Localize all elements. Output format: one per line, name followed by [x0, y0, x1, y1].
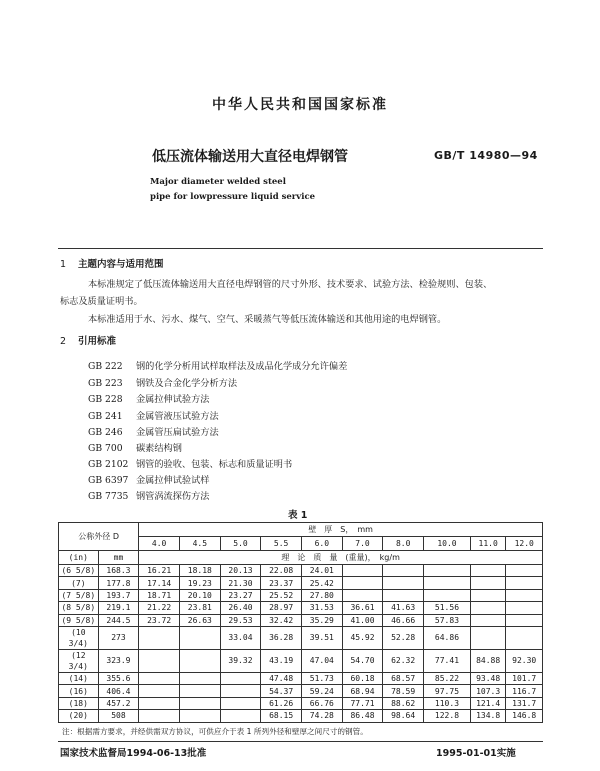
weight-cell: 54.70 — [342, 649, 383, 672]
inch-size-cell: (8 5/8) — [59, 602, 99, 614]
reference-code: GB 241 — [88, 411, 123, 422]
inch-size-cell: (16) — [59, 685, 99, 697]
mm-size-cell: 355.6 — [98, 672, 139, 684]
reference-item — [88, 391, 210, 405]
weight-cell: 46.66 — [383, 614, 424, 626]
weight-cell — [383, 589, 424, 601]
weight-cell: 39.51 — [301, 626, 342, 649]
inch-size-cell: (20) — [59, 710, 99, 722]
reference-code: GB 6397 — [88, 475, 129, 486]
section-1-paragraph-1: 本标准规定了低压流体输送用大直径电焊钢管的尺寸外形、技术要求、试验方法、检验规则、包装、 — [88, 279, 493, 290]
weight-cell: 36.61 — [342, 602, 383, 614]
weight-cell: 78.59 — [383, 685, 424, 697]
reference-code: GB 700 — [88, 443, 123, 454]
weight-cell: 17.14 — [139, 577, 180, 589]
weight-cell: 23.27 — [220, 589, 261, 601]
weight-cell: 146.8 — [506, 710, 543, 722]
weight-cell: 27.80 — [301, 589, 342, 601]
weight-cell: 86.48 — [342, 710, 383, 722]
weight-cell — [506, 589, 543, 601]
reference-item — [88, 375, 237, 389]
mm-size-cell: 323.9 — [98, 649, 139, 672]
weight-cell: 110.3 — [424, 697, 471, 709]
table-row — [59, 710, 543, 722]
weight-cell — [424, 565, 471, 577]
section-2-heading — [60, 333, 116, 347]
weight-cell: 77.41 — [424, 649, 471, 672]
weight-cell: 20.10 — [179, 589, 220, 601]
weight-cell: 31.53 — [301, 602, 342, 614]
reference-text: 碳素结构钢 — [136, 443, 182, 454]
weight-cell — [179, 685, 220, 697]
weight-cell: 88.62 — [383, 697, 424, 709]
weight-cell — [424, 589, 471, 601]
reference-text: 钢管的验收、包装、标志和质量证明书 — [136, 459, 293, 470]
reference-text: 钢铁及合金化学分析方法 — [136, 378, 238, 389]
weight-cell: 28.97 — [261, 602, 302, 614]
inch-size-cell: (7 5/8) — [59, 589, 99, 601]
weight-cell — [179, 697, 220, 709]
table-row — [59, 685, 543, 697]
weight-cell: 20.13 — [220, 565, 261, 577]
weight-cell: 21.22 — [139, 602, 180, 614]
reference-item — [88, 424, 219, 438]
reference-code: GB 2102 — [88, 459, 129, 470]
weight-cell: 68.94 — [342, 685, 383, 697]
section-2-title: 引用标准 — [78, 336, 117, 347]
weight-cell: 45.92 — [342, 626, 383, 649]
table-row — [59, 577, 543, 589]
weight-cell — [506, 602, 543, 614]
weight-cell: 85.22 — [424, 672, 471, 684]
reference-code: GB 223 — [88, 378, 123, 389]
weight-cell: 60.18 — [342, 672, 383, 684]
weight-cell: 43.19 — [261, 649, 302, 672]
weight-cell: 35.29 — [301, 614, 342, 626]
weight-cell: 116.7 — [506, 685, 543, 697]
mm-size-cell: 457.2 — [98, 697, 139, 709]
weight-cell — [383, 577, 424, 589]
weight-cell — [220, 685, 261, 697]
weight-cell — [139, 697, 180, 709]
table-row — [59, 626, 543, 649]
header-outer-diameter: 公称外径 D — [59, 523, 139, 551]
weight-cell: 26.63 — [179, 614, 220, 626]
weight-cell: 121.4 — [470, 697, 505, 709]
reference-code: GB 246 — [88, 427, 123, 438]
reference-item — [88, 488, 210, 502]
reference-text: 钢管涡流探伤方法 — [136, 491, 210, 502]
weight-cell — [470, 614, 505, 626]
weight-cell: 97.75 — [424, 685, 471, 697]
weight-cell: 74.28 — [301, 710, 342, 722]
header-mm: mm — [98, 551, 139, 565]
thickness-cell: 10.0 — [424, 537, 471, 551]
mm-size-cell: 168.3 — [98, 565, 139, 577]
weight-cell: 66.76 — [301, 697, 342, 709]
reference-item — [88, 358, 347, 372]
inch-size-cell: (7) — [59, 577, 99, 589]
mm-size-cell: 273 — [98, 626, 139, 649]
weight-cell: 64.86 — [424, 626, 471, 649]
weight-cell: 93.48 — [470, 672, 505, 684]
table-row — [59, 649, 543, 672]
effective-date: 1995-01-01实施 — [436, 748, 516, 759]
header-rule — [58, 248, 543, 249]
weight-cell: 18.71 — [139, 589, 180, 601]
weight-cell — [179, 672, 220, 684]
footer-rule — [58, 741, 543, 742]
weight-cell — [506, 614, 543, 626]
weight-cell: 36.28 — [261, 626, 302, 649]
reference-text: 金属拉伸试验试样 — [136, 475, 210, 486]
weight-cell — [506, 565, 543, 577]
weight-cell: 23.72 — [139, 614, 180, 626]
weight-cell: 62.32 — [383, 649, 424, 672]
reference-code: GB 7735 — [88, 491, 129, 502]
weight-cell: 22.08 — [261, 565, 302, 577]
weight-cell: 25.42 — [301, 577, 342, 589]
reference-item — [88, 472, 210, 486]
weight-cell — [342, 589, 383, 601]
section-2-number: 2 — [60, 336, 67, 347]
inch-size-cell: (14) — [59, 672, 99, 684]
reference-code: GB 228 — [88, 394, 123, 405]
section-1-heading — [60, 256, 164, 270]
weight-cell: 51.73 — [301, 672, 342, 684]
weight-cell: 16.21 — [139, 565, 180, 577]
unit-header-row — [59, 551, 543, 565]
reference-text: 金属拉伸试验方法 — [136, 394, 210, 405]
weight-cell: 41.00 — [342, 614, 383, 626]
weight-cell — [506, 626, 543, 649]
mm-size-cell: 406.4 — [98, 685, 139, 697]
weight-cell: 68.57 — [383, 672, 424, 684]
inch-size-cell: (6 5/8) — [59, 565, 99, 577]
mm-size-cell: 177.8 — [98, 577, 139, 589]
weight-cell: 29.53 — [220, 614, 261, 626]
inch-size-cell: (10 3/4) — [59, 626, 99, 649]
weight-cell — [139, 710, 180, 722]
title-en-line-1: Major diameter welded steel — [150, 177, 286, 187]
weight-cell: 47.04 — [301, 649, 342, 672]
section-1-title: 主题内容与适用范围 — [78, 259, 164, 270]
header-theoretical-weight: 理 论 质 量 (重量)， kg/m — [139, 551, 543, 565]
standard-number: GB/T 14980—94 — [434, 149, 538, 162]
section-1-paragraph-2: 本标准适用于水、污水、煤气、空气、采暖蒸气等低压流体输送和其他用途的电焊钢管。 — [88, 314, 447, 325]
inch-size-cell: (12 3/4) — [59, 649, 99, 672]
weight-cell — [470, 626, 505, 649]
table-row — [59, 565, 543, 577]
document-title-cn: 低压流体输送用大直径电焊钢管 — [152, 149, 348, 165]
weight-cell: 131.7 — [506, 697, 543, 709]
reference-code: GB 222 — [88, 361, 123, 372]
weight-cell — [383, 565, 424, 577]
reference-text: 钢的化学分析用试样取样法及成品化学成分允许偏差 — [136, 361, 348, 372]
thickness-cell: 5.0 — [220, 537, 261, 551]
weight-cell — [179, 626, 220, 649]
weight-cell: 23.81 — [179, 602, 220, 614]
weight-cell: 23.37 — [261, 577, 302, 589]
weight-cell — [139, 626, 180, 649]
weight-cell: 32.42 — [261, 614, 302, 626]
thickness-cell: 7.0 — [342, 537, 383, 551]
thickness-cell: 6.0 — [301, 537, 342, 551]
table-row — [59, 602, 543, 614]
weight-cell: 59.24 — [301, 685, 342, 697]
weight-cell — [470, 589, 505, 601]
weight-cell: 107.3 — [470, 685, 505, 697]
thickness-cell: 11.0 — [470, 537, 505, 551]
inch-size-cell: (18) — [59, 697, 99, 709]
weight-cell: 26.40 — [220, 602, 261, 614]
table-row — [59, 672, 543, 684]
section-1-number: 1 — [60, 259, 67, 270]
table-row — [59, 697, 543, 709]
table-note: 注：根据需方要求，并经供需双方协议，可供应介于表 1 所列外径和壁厚之间尺寸的钢管。 — [62, 727, 368, 736]
weight-cell — [470, 577, 505, 589]
weight-cell — [139, 649, 180, 672]
thickness-cell: 8.0 — [383, 537, 424, 551]
weight-cell: 24.01 — [301, 565, 342, 577]
weight-cell — [424, 577, 471, 589]
mm-size-cell: 193.7 — [98, 589, 139, 601]
weight-cell — [139, 672, 180, 684]
header-inch: (in) — [59, 551, 99, 565]
title-en-line-2: pipe for lowpressure liquid service — [150, 192, 316, 202]
thickness-cell: 12.0 — [506, 537, 543, 551]
weight-cell: 122.8 — [424, 710, 471, 722]
reference-item — [88, 408, 219, 422]
table-row — [59, 614, 543, 626]
inch-size-cell: (9 5/8) — [59, 614, 99, 626]
weight-cell: 54.37 — [261, 685, 302, 697]
weight-cell: 21.30 — [220, 577, 261, 589]
weight-cell: 134.8 — [470, 710, 505, 722]
weight-cell — [342, 577, 383, 589]
weight-cell: 68.15 — [261, 710, 302, 722]
weight-cell: 39.32 — [220, 649, 261, 672]
table-header-row — [59, 523, 543, 537]
reference-text: 金属管压扁试验方法 — [136, 427, 219, 438]
weight-cell: 92.30 — [506, 649, 543, 672]
weight-cell: 84.88 — [470, 649, 505, 672]
reference-text: 金属管液压试验方法 — [136, 411, 219, 422]
weight-cell — [179, 649, 220, 672]
weight-cell — [179, 710, 220, 722]
weight-cell: 52.28 — [383, 626, 424, 649]
table-row — [59, 589, 543, 601]
weight-cell — [220, 710, 261, 722]
weight-cell — [470, 602, 505, 614]
weight-cell: 41.63 — [383, 602, 424, 614]
weight-cell: 61.26 — [261, 697, 302, 709]
thickness-cell: 4.5 — [179, 537, 220, 551]
reference-item — [88, 440, 182, 454]
thickness-cell: 4.0 — [139, 537, 180, 551]
reference-item — [88, 456, 292, 470]
pipe-weight-table — [58, 522, 543, 723]
weight-cell: 77.71 — [342, 697, 383, 709]
table-caption: 表 1 — [288, 510, 308, 521]
weight-cell: 101.7 — [506, 672, 543, 684]
weight-cell — [342, 565, 383, 577]
weight-cell: 33.04 — [220, 626, 261, 649]
national-standard-header: 中华人民共和国国家标准 — [212, 97, 388, 113]
weight-cell: 57.83 — [424, 614, 471, 626]
weight-cell: 19.23 — [179, 577, 220, 589]
weight-cell: 25.52 — [261, 589, 302, 601]
section-1-paragraph-1-cont: 标志及质量证明书。 — [60, 296, 143, 307]
weight-cell: 98.64 — [383, 710, 424, 722]
header-wall-thickness: 壁 厚 S， mm — [139, 523, 543, 537]
weight-cell — [139, 685, 180, 697]
weight-cell — [220, 672, 261, 684]
weight-cell — [470, 565, 505, 577]
weight-cell: 18.18 — [179, 565, 220, 577]
approval-date: 国家技术监督局1994-06-13批准 — [60, 748, 207, 759]
thickness-cell: 5.5 — [261, 537, 302, 551]
weight-cell: 51.56 — [424, 602, 471, 614]
mm-size-cell: 219.1 — [98, 602, 139, 614]
mm-size-cell: 508 — [98, 710, 139, 722]
weight-cell: 47.48 — [261, 672, 302, 684]
weight-cell — [506, 577, 543, 589]
weight-cell — [220, 697, 261, 709]
mm-size-cell: 244.5 — [98, 614, 139, 626]
